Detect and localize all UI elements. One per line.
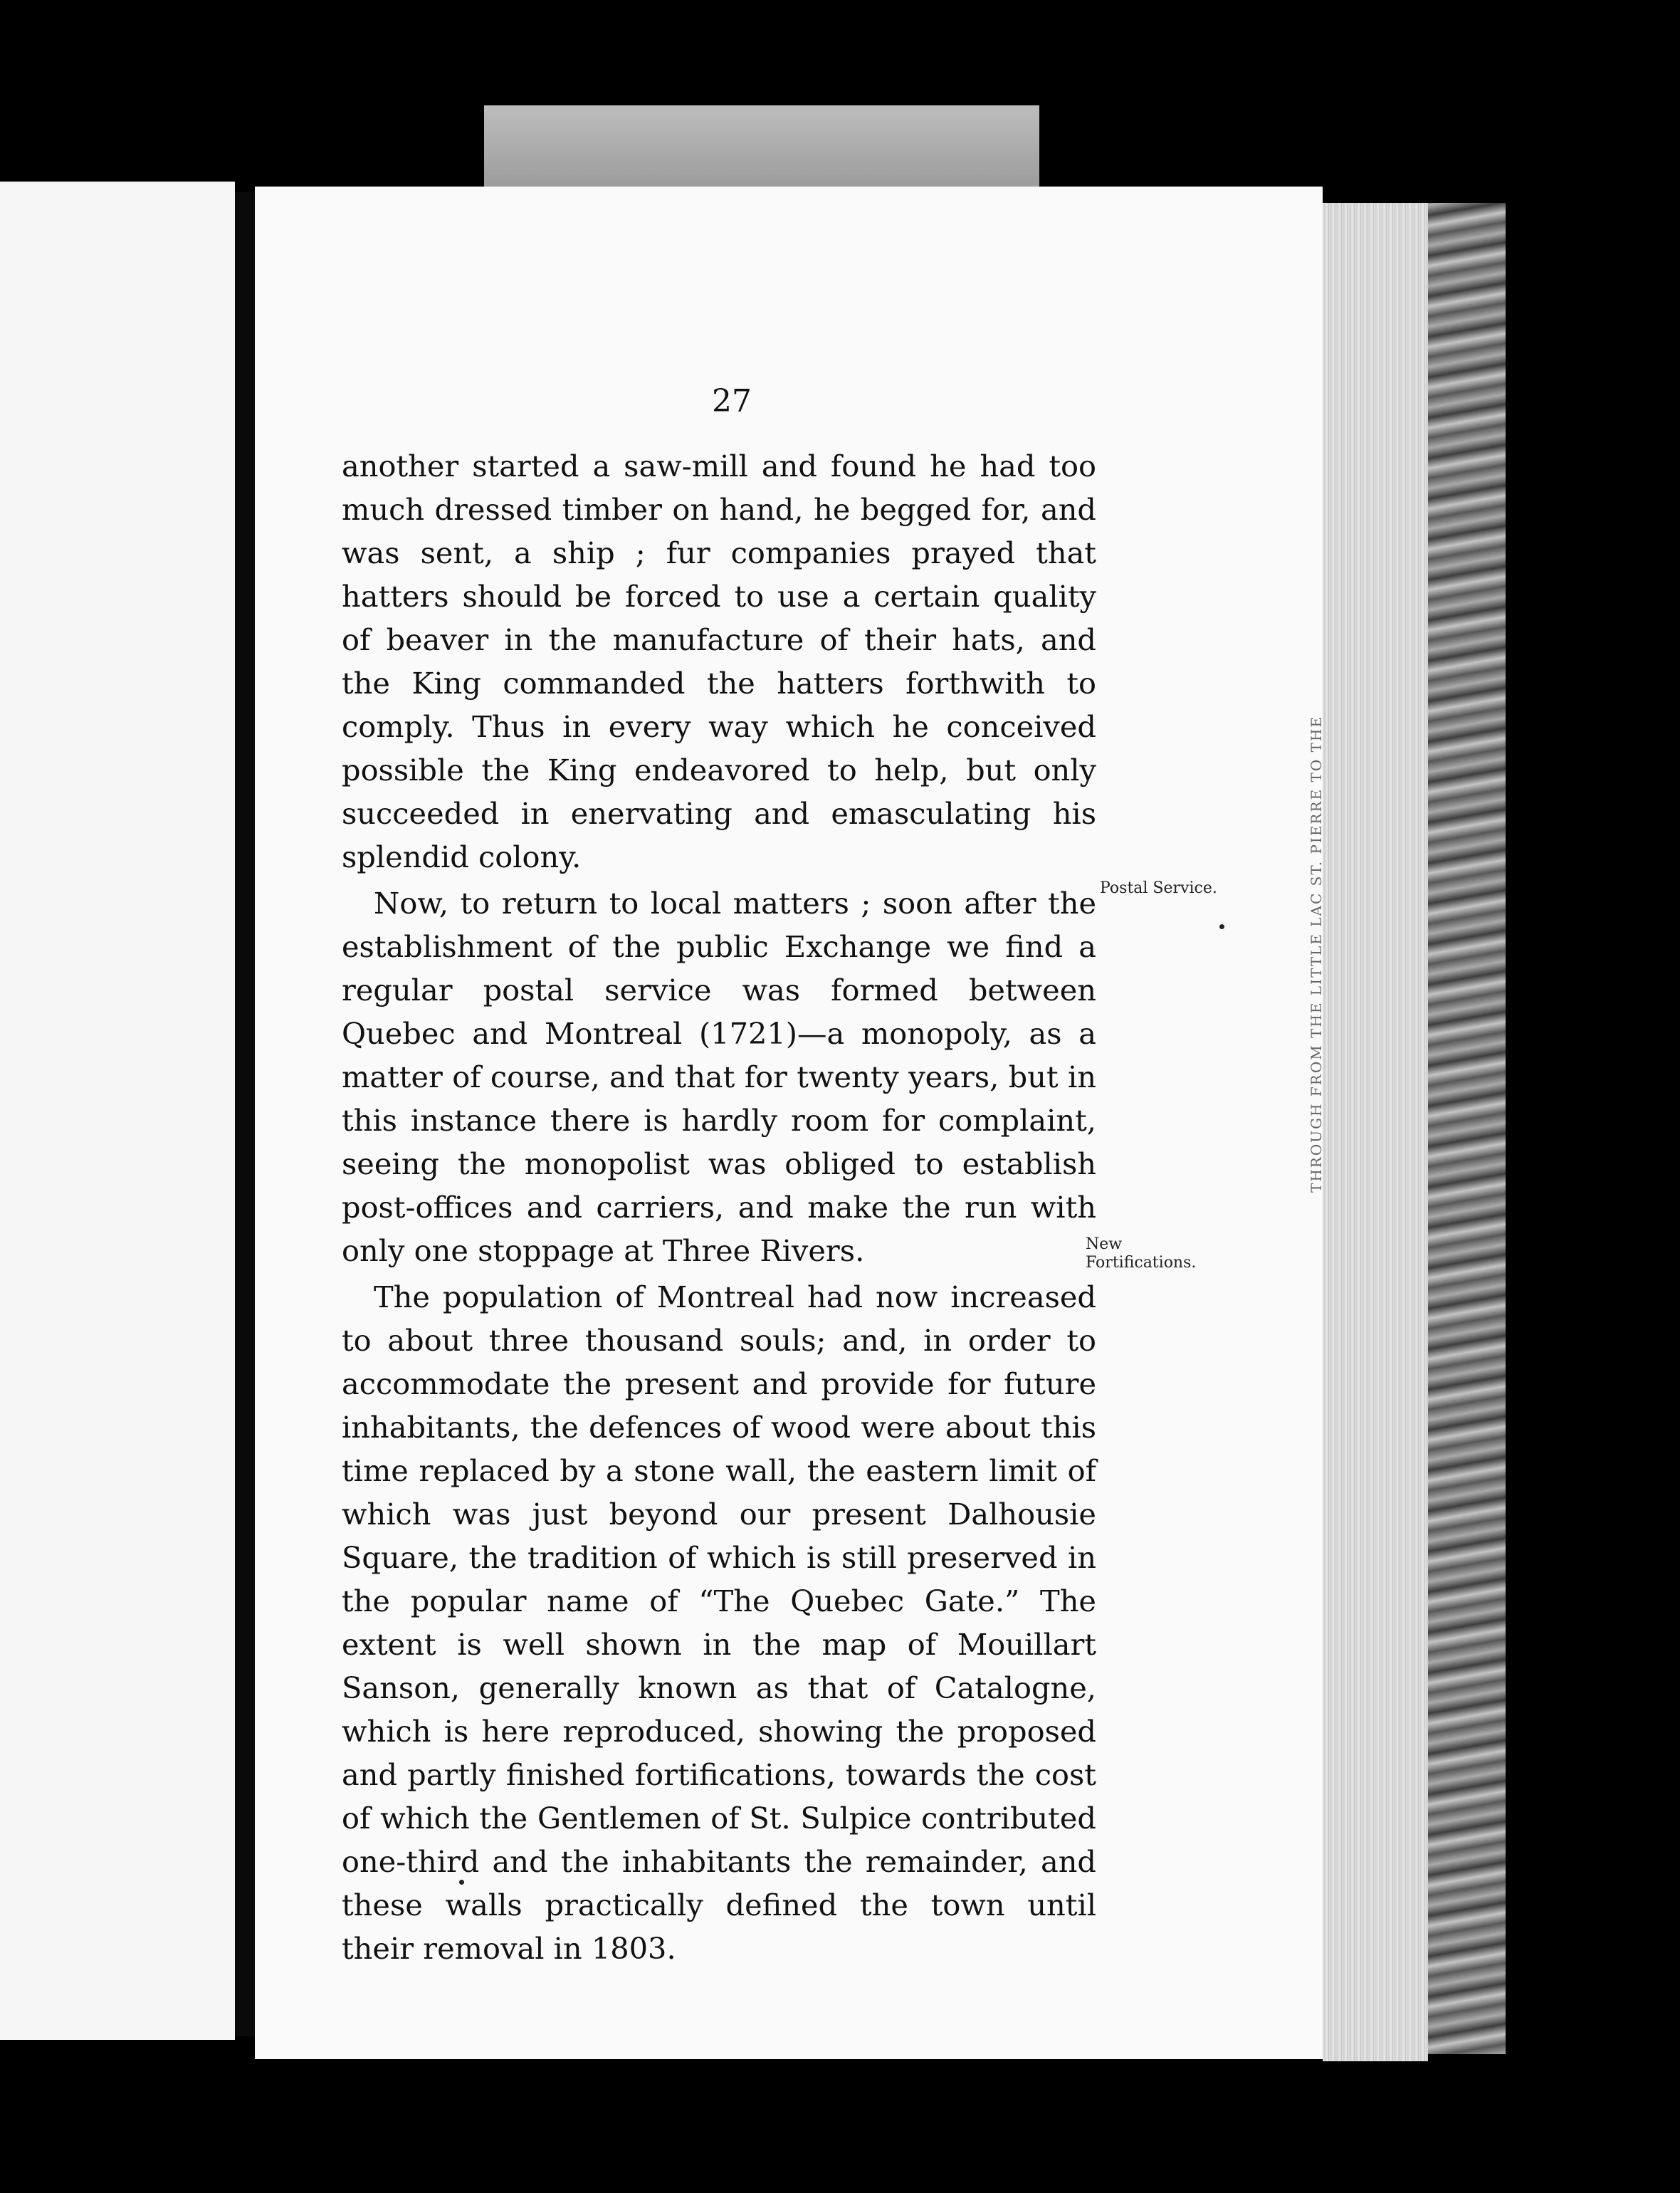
page-number: 27 (712, 383, 752, 419)
margin-note-postal-service: Postal Service. (1100, 879, 1217, 897)
ink-speck (1219, 924, 1224, 929)
book-gutter (235, 192, 255, 2036)
paragraph: another started a saw-mill and found he had too much dressed timber on hand, he begged for, and was sent, a ship ; fur companies prayed that hatters should be forced to use a certain quality of beaver in the manufacture of their hats, and the King commanded the hatters forthwith to comply. Thus in every way which he conceived possible the King endeavored to help, but only succeeded in enervating and emasculating his splendid colony. (342, 449, 1096, 874)
paragraph: The population of Montreal had now increased to about three thousand souls; and, in order to accommodate the present and provide for future inhabitants, the defences of wood were about this time replaced by a stone wall, the eastern limit of which was just beyond our present Dalhousie Square, the tradition of which is still preserved in the popular name of “The Quebec Gate.” The extent is well shown in the map of Mouillart Sanson, generally known as that of Catalogne, which is here reproduced, showing the proposed and partly finished fortifications, towards the cost of which the Gentlemen of St. Sulpice contributed one-third and the inhabitants the remainder, and these walls practically defined the town until their removal in 1803. (342, 1279, 1096, 1966)
ink-speck (459, 1880, 464, 1885)
page-body (342, 444, 1096, 1973)
paragraph: Now, to return to local matters ; soon after the establishment of the public Exchange we find a regular postal service was formed between Quebec and Montreal (1721)—a monopoly, as a matter of course, and that for twenty years, but in this instance there is hardly room for complaint, seeing the monopolist was obliged to establish post-offices and carriers, and make the run with only one stoppage at Three Rivers. (342, 886, 1096, 1268)
spine-label: THROUGH FROM THE LITTLE LAC ST. PIERRE TO THE (1308, 716, 1325, 1193)
page-block-edge (1323, 203, 1428, 2061)
left-facing-page (0, 182, 235, 2040)
fold-out-map-edge-text (1300, 349, 1333, 1559)
margin-note-new-fortifications: New Fortifications. (1086, 1235, 1197, 1272)
top-paper-strip (484, 105, 1039, 187)
